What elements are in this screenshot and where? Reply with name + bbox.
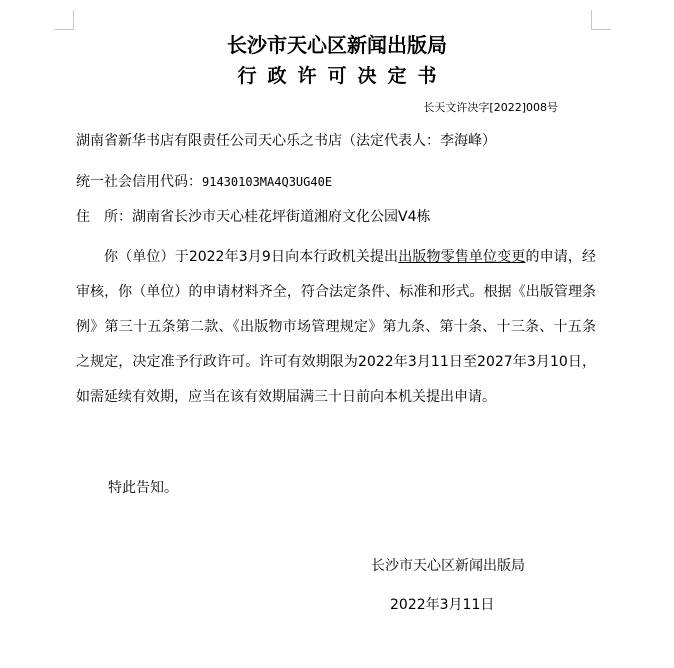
authority-title: 长沙市天心区新闻出版局 xyxy=(227,33,447,57)
signing-authority: 长沙市天心区新闻出版局 xyxy=(371,558,525,574)
address-label: 住 所： xyxy=(76,209,132,225)
signing-date: 2022年3月11日 xyxy=(390,597,495,613)
crop-mark-top-left xyxy=(54,10,74,30)
document-number: 长天文许决字[2022]008号 xyxy=(423,101,558,114)
recipient-line: 湖南省新华书店有限责任公司天心乐之书店（法定代表人：李海峰） xyxy=(76,133,496,149)
credit-code-value: 91430103MA4Q3UG40E xyxy=(202,175,333,189)
closing-notice: 特此告知。 xyxy=(108,480,178,496)
document-type-title: 行政许可决定书 xyxy=(237,65,448,87)
address-line xyxy=(76,206,430,228)
body-text-part1: 你（单位）于2022年3月9日向本行政机关提出 xyxy=(104,249,399,265)
credit-code-line xyxy=(76,171,332,193)
body-text-part2: 的申请，经审核，你（单位）的申请材料齐全，符合法定条件、标准和形式。根据《出版管理条例》第三十五条第二款、《出版物市场管理规定》第九条、第十条、十三条、十五条之规定，决定准予行政许可。许可有效期限为2022年3月11日至2027年3月10日，如需延续有效期，应当在该有效期届满三十日前向本机关提出申请。 xyxy=(76,249,597,405)
body-underlined-item: 出版物零售单位变更 xyxy=(398,249,526,265)
address-value: 湖南省长沙市天心桂花坪街道湘府文化公园V4栋 xyxy=(132,209,431,225)
decision-body xyxy=(76,240,596,415)
credit-code-label: 统一社会信用代码： xyxy=(76,174,202,190)
crop-mark-top-right xyxy=(591,10,611,30)
